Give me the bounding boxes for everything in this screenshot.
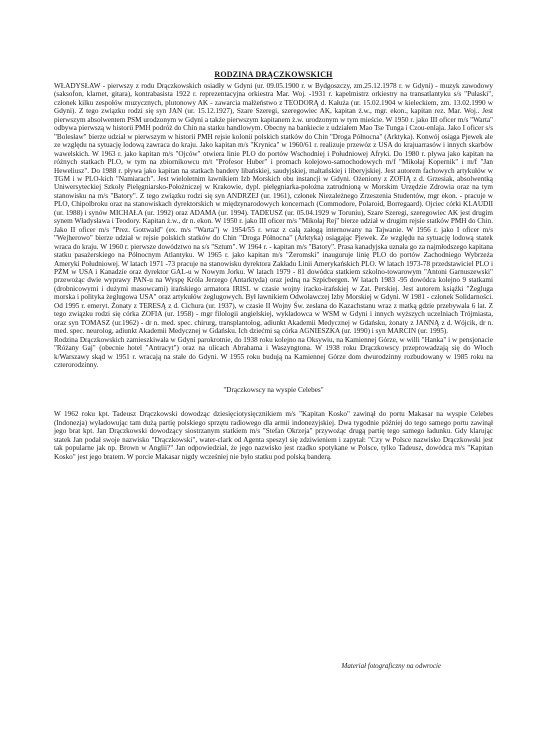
- document-title: RODZINA DRĄCZKOWSKICH: [214, 70, 333, 79]
- footer-note: Materiał fotograficzny na odwrocie: [341, 662, 441, 670]
- second-paragraph: Rodzina Drączkowskich zamieszkiwała w Gdyni parokrotnie, do 1938 roku kolejno na Oksywiu, na Kamiennej Górze, w willi "Hanka" i w pensjonacie "Różany Gaj" (obecnie hotel "Antracyt") oraz na ulicach Abrahama i Waszyngtona. W 1938 roku Drączkowscy przeprowadzają się do Włoch k/Warszawy skąd w 1951 r. wracają na stałe do Gdyni. W 1955 roku budują na Kamiennej Górze dom dwurodzinny rozbudowany w 1985 roku na czterorodzinny.: [54, 335, 493, 369]
- section-heading: "Drączkowscy na wyspie Celebes": [223, 386, 324, 395]
- third-paragraph: W 1962 roku kpt. Tadeusz Drączkowski dowodząc dziesięciotysięcznikiem m/s "Kapitan Kosko" zawinął do portu Makasar na wyspie Celebes (Indonezja) wyładowując tam dużą partię polskiego sprzętu radiowego dla armii indonezyjskiej. Dwa tygodnie później do tego samego portu zawinął jego brat kpt. Jan Drączkowski dowodzący siostrzanym statkiem m/s "Stefan Okrzeja" przywożąc drugą partię tego samego ładunku. Gdy klarując statek Jan podał swoje nazwisko "Drączkowski", water-clark od Agenta speszyl się zdziwieniem i zapytał: "Czy w Polsce nazwisko Drączkowski jest tak popularne jak np. Brown w Anglii?" Jan odpowiedział, że jego nazwisko jest rzadko spotykane w Polsce, tylko Tadeusz, dowódca m/s "Kapitan Kosko" jest jego bratem. W porcie Makasar nigdy wcześniej nie było statku pod polską banderą.: [54, 410, 493, 461]
- main-paragraph: WŁADYSŁAW - pierwszy z rodu Drączkowskich osiadły w Gdyni (ur. 09.05.1900 r. w Bydgoszczy, zm.25.12.1978 r. w Gdyni) - muzyk zawodowy (saksofon, klarnet, gitara), kontrabasista 1922 r. reprezentacyjna orkiestra Mar. Woj. -1931 r. kapelmistrz orkiestry na transatlantyku s/s "Pułaski", członek kilku zespołów muzycznych, plutonowy AK - zawarcia małżeństwo z TEODORĄ d. Kałuża (ur. 15.02.1904 w kieleckiem, zm. 13.02.1990 w Gdyni). Z tego związku rodzi się syn JAN (ur. 15.12.1927), Szare Szeregi, szeregowiec AK, kapitan ż.w., mgr. ekon., kapitan rez. Mar. Woj.. Jest pierwszym absolwentem PSM urodzonym w Gdyni a także pierwszym kapitanem ż.w. urodzonym w tym mieście. W 1950 r. jako III oficer m/s "Warta" odbywa pierwszą w historii PMH podróż do Chin na statku handlowym. Obecny na bankiecie z udziałem Mao Tse Tunga i Czou-enlaja. Jako I oficer s/s "Bolesław" bierze udział w pierwszym w historii PMH rejsie kolonii polskich statków do Chin "Droga Północna" (Arktyka). Konwój osiąga Pjewek ale ze względu na sytuację lodową zawraca do kraju. Jako kapitan m/s "Krynica" w 1960/61 r. realizuje przewóz z USA do krajuarrasów i innych skarbów wawelskich. W 1963 r. jako kapitan m/s "Ojców" otwiera linie PLO do portów Wschodniej i Południowej Afryki. Do 1980 r. pływa jako kapitan na różnych statkach PLO, w tym na zbiornikowcu m/t "Profesor Huber" i promach kolejowo-samochodowych m/f "Mikołaj Kopernik" i m/f "Jan Heweliusz". Do 1988 r. pływa jako kapitan na statkach bandery libańskiej, saudyjskiej, maltańskiej i liberyjskiej. Jest autorem fachowych artykułów w TGM i w PLO-kich "Namiarach". Jest wieloletnim ławnikiem Izb Morskich obu instancji w Gdyni. Ożeniony z ZOFIĄ z d. Grzesiak, absolwentką Uniwersyteckiej Szkoły Pielęgniarsko-Położniczej w Krakowie, dypl. pielęgniarka-położna zatrudnioną w Morskim Urzędzie Zdrowia oraz na tym stanowisku na m/s "Batory". Z tego związku rodzi się syn ANDRZEJ (ur. 1961), członek Niezależnego Zrzeszenia Studentów, mgr ekon. - pracuje w PLO, Chipolbroku oraz na stanowiskach dyrektorskich w międzynarodowych koncernach (Commodore, Polaroid, Borregaard). Ojciec córki KLAUDII (ur. 1988) i synów MICHAŁA (ur. 1992) oraz ADAMA (ur. 1994). TADEUSZ (ur. 05.04.1929 w Toruniu), Szare Szeregi, szeregowiec AK jest drugim synem Władysława i Teodory. Kapitan ż.w., dr n. ekon. W 1950 r. jako III oficer m/s "Mikołaj Rej" bierze udział w drugim rejsie statków PMH do Chin. Jako II oficer m/s "Prez. Gottwald" (ex. m/s "Warta") w 1954/55 r. wraz z całą załogą internowany na Tajwanie. W 1956 r. jako I oficer m/s "Wejherowo" bierze udział w rejsie polskich statków do Chin "Droga Północna" (Arktyka) osiągając Pjewek. Ze względu na sytuację lodową statek wraca do kraju. W 1960 r. pierwsze dowództwo na s/s "Sztum". W 1964 r. - kapitan m/s "Batory". Prasa kanadyjska uznała go za najmłodszego kapitana statku pasażerskiego na Północnym Atlantyku. W 1965 r. jako kapitan m/s "Żeromski" inauguruje linię PLO do portów Zachodniego Wybrzeża Ameryki Południowej. W latach 1971 -73 pracuje na stanowisku dyrektora Zakładu Linii Amerykańskich PLO. W latach 1973-78 przedstawiciel PLO i PŻM w USA i Kanadzie oraz dyrektor GAL-u w Nowym Jorku. W latach 1979 - 81 dowódca statkiem szkolno-towarowym "Antoni Garnuszewski" przewożąc dwie wyprawy PAN-u na Wyspę Króla Jerzego (Antarktyda) oraz jedną na Szpicbergen. W latach 1983 -95 dowódca kolejno 9 statkami (drobnicowymi i dużymi masowcami) irańskiego armatora IRISL w czasie wojny iracko-irańskiej w Zat. Perskiej. Jest autorem książki "Żegluga morska i polityka żeglugowa USA" oraz artykułów żeglugowych. Był ławnikiem Odwoławczej Izby Morskiej w Gdyni. W 1981 - członek Solidarności. Od 1995 r. emeryt. Żonaty z TERESĄ z d. Cichura (ur. 1937), w czasie II Wojny Św. zesłana do Kazachstanu wraz z matką gdzie przebywała 6 lat. Z tego związku rodzi się córka ZOFIA (ur. 1958) - mgr filologii angielskiej, wykładowca w WSM w Gdyni i innych wyższych uczelniach Trójmiasta, oraz syn TOMASZ (ur.1962) - dr n. med. spec. chirurg, transplantolog, adiunkt Akademii Medycznej w Gdańsku, żonaty z JANNĄ z d. Wójcik, dr n. med. spec. neurolog, adiunkt Akademii Medycznej w Gdańsku. Ich dziećmi są córka AGNIESZKA (ur. 1990) i syn MARCIN (ur. 1995).: [54, 82, 493, 336]
